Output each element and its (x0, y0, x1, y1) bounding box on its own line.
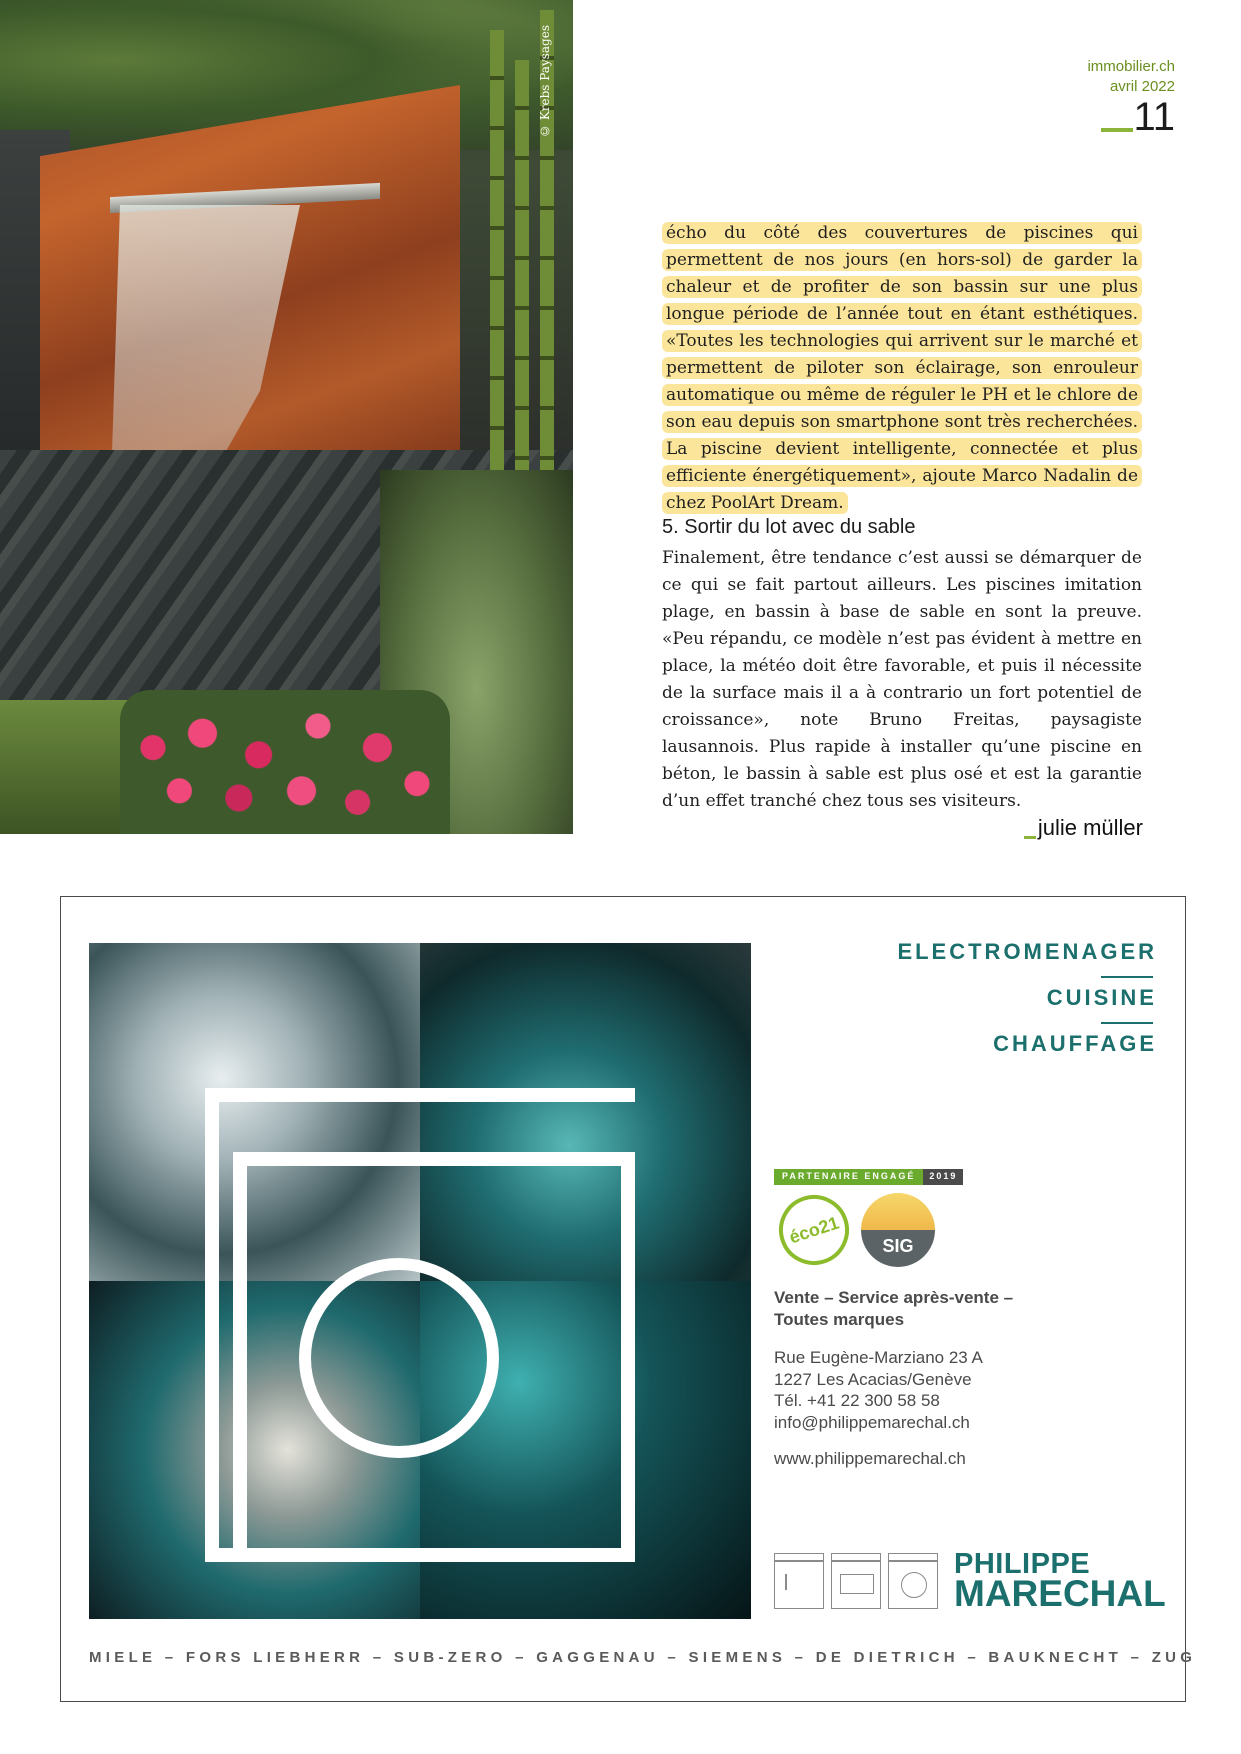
category-chauffage: CHAUFFAGE (993, 1031, 1157, 1056)
brand-logo-name (954, 1548, 1166, 1614)
advertisement (60, 896, 1197, 1702)
highlighted-paragraph (662, 220, 1142, 517)
address-phone[interactable]: Tél. +41 22 300 58 58 (774, 1391, 940, 1410)
partner-badge-year: 2019 (923, 1169, 963, 1185)
category-cuisine: CUISINE (1046, 985, 1157, 1010)
highlighted-text: écho du côté des couvertures de piscines qui permettent de nos jours (en hors-sol) de garder la chaleur et de profiter de son bassin sur une plus longue période de l’année tout en étant esthétiques. «Toutes les technologies qui arrivent sur le marché et permettent de piloter son éclairage, son enrouleur automatique ou même de réguler le PH et le chlore de son eau depuis son smartphone sont très recherchées. La piscine devient intelligente, connectée et plus efficiente énergétiquement», ajoute Marco Nadalin de chez PoolArt Dream. (662, 222, 1142, 514)
header-site: immobilier.ch (1087, 58, 1175, 75)
service-line: Vente – Service après-vente – (774, 1288, 1014, 1307)
brands-list: MIELE – FORS LIEBHERR – SUB-ZERO – GAGGENAU – SIEMENS – DE DIETRICH – BAUKNECHT – ZUG (89, 1649, 1197, 1666)
address-city: 1227 Les Acacias/Genève (774, 1369, 972, 1389)
logo-box-icon (831, 1553, 881, 1609)
category-divider (1101, 976, 1153, 978)
category-divider (1101, 1022, 1153, 1024)
header-date: avril 2022 (1109, 78, 1175, 95)
service-line: Toutes marques (774, 1310, 905, 1329)
website-link[interactable]: www.philippemarechal.ch (774, 1449, 966, 1468)
garden-photo (0, 0, 573, 834)
drum-circle-graphic (299, 1258, 499, 1458)
section-title: 5. Sortir du lot avec du sable (662, 516, 916, 538)
section-body: Finalement, être tendance c’est aussi se démarquer de ce qui se fait partout ailleurs. Les piscines imitation plage, en bassin à base de sable en sont la preuve. «Peu répandu, ce modèle n’est pas évident à mettre en place, la météo doit être favorable, et puis il nécessite de la surface mais il a à contrario un fort potentiel de croissance», note Bruno Freitas, paysagiste lausannois. Plus rapide à installer qu’une piscine en béton, le bassin à sable est plus osé et est la garantie d’un effet tranché chez tous ses visiteurs. (662, 548, 1142, 811)
address-block (774, 1347, 983, 1433)
logo-box-icon (774, 1553, 824, 1609)
eco21-logo: éco21 (770, 1186, 858, 1274)
brand-logo-mark (774, 1553, 945, 1609)
ad-photo (89, 943, 751, 1619)
logo-box-icon (888, 1553, 938, 1609)
page-number: 11 (1133, 95, 1175, 139)
author-signature: julie müller (1024, 815, 1143, 841)
brand-logo-line2: MARECHAL (954, 1573, 1166, 1614)
address-street: Rue Eugène-Marziano 23 A (774, 1348, 983, 1367)
partner-badge (774, 1169, 963, 1185)
address-email[interactable]: info@philippemarechal.ch (774, 1412, 970, 1432)
service-text (774, 1287, 1074, 1331)
category-electromenager: ELECTROMENAGER (897, 939, 1157, 964)
photo-credit: © Krebs Paysages (538, 25, 552, 138)
washer-outline-graphic (205, 1088, 598, 1562)
ground-grass (0, 700, 140, 834)
page-number-accent (1101, 128, 1133, 132)
sig-logo (861, 1193, 935, 1267)
pink-flowers (120, 690, 450, 834)
sig-logo-text: SIG (882, 1236, 914, 1256)
brand-logo-line1: PHILIPPE (954, 1548, 1091, 1580)
partner-badge-label: PARTENAIRE ENGAGÉ (774, 1169, 923, 1185)
